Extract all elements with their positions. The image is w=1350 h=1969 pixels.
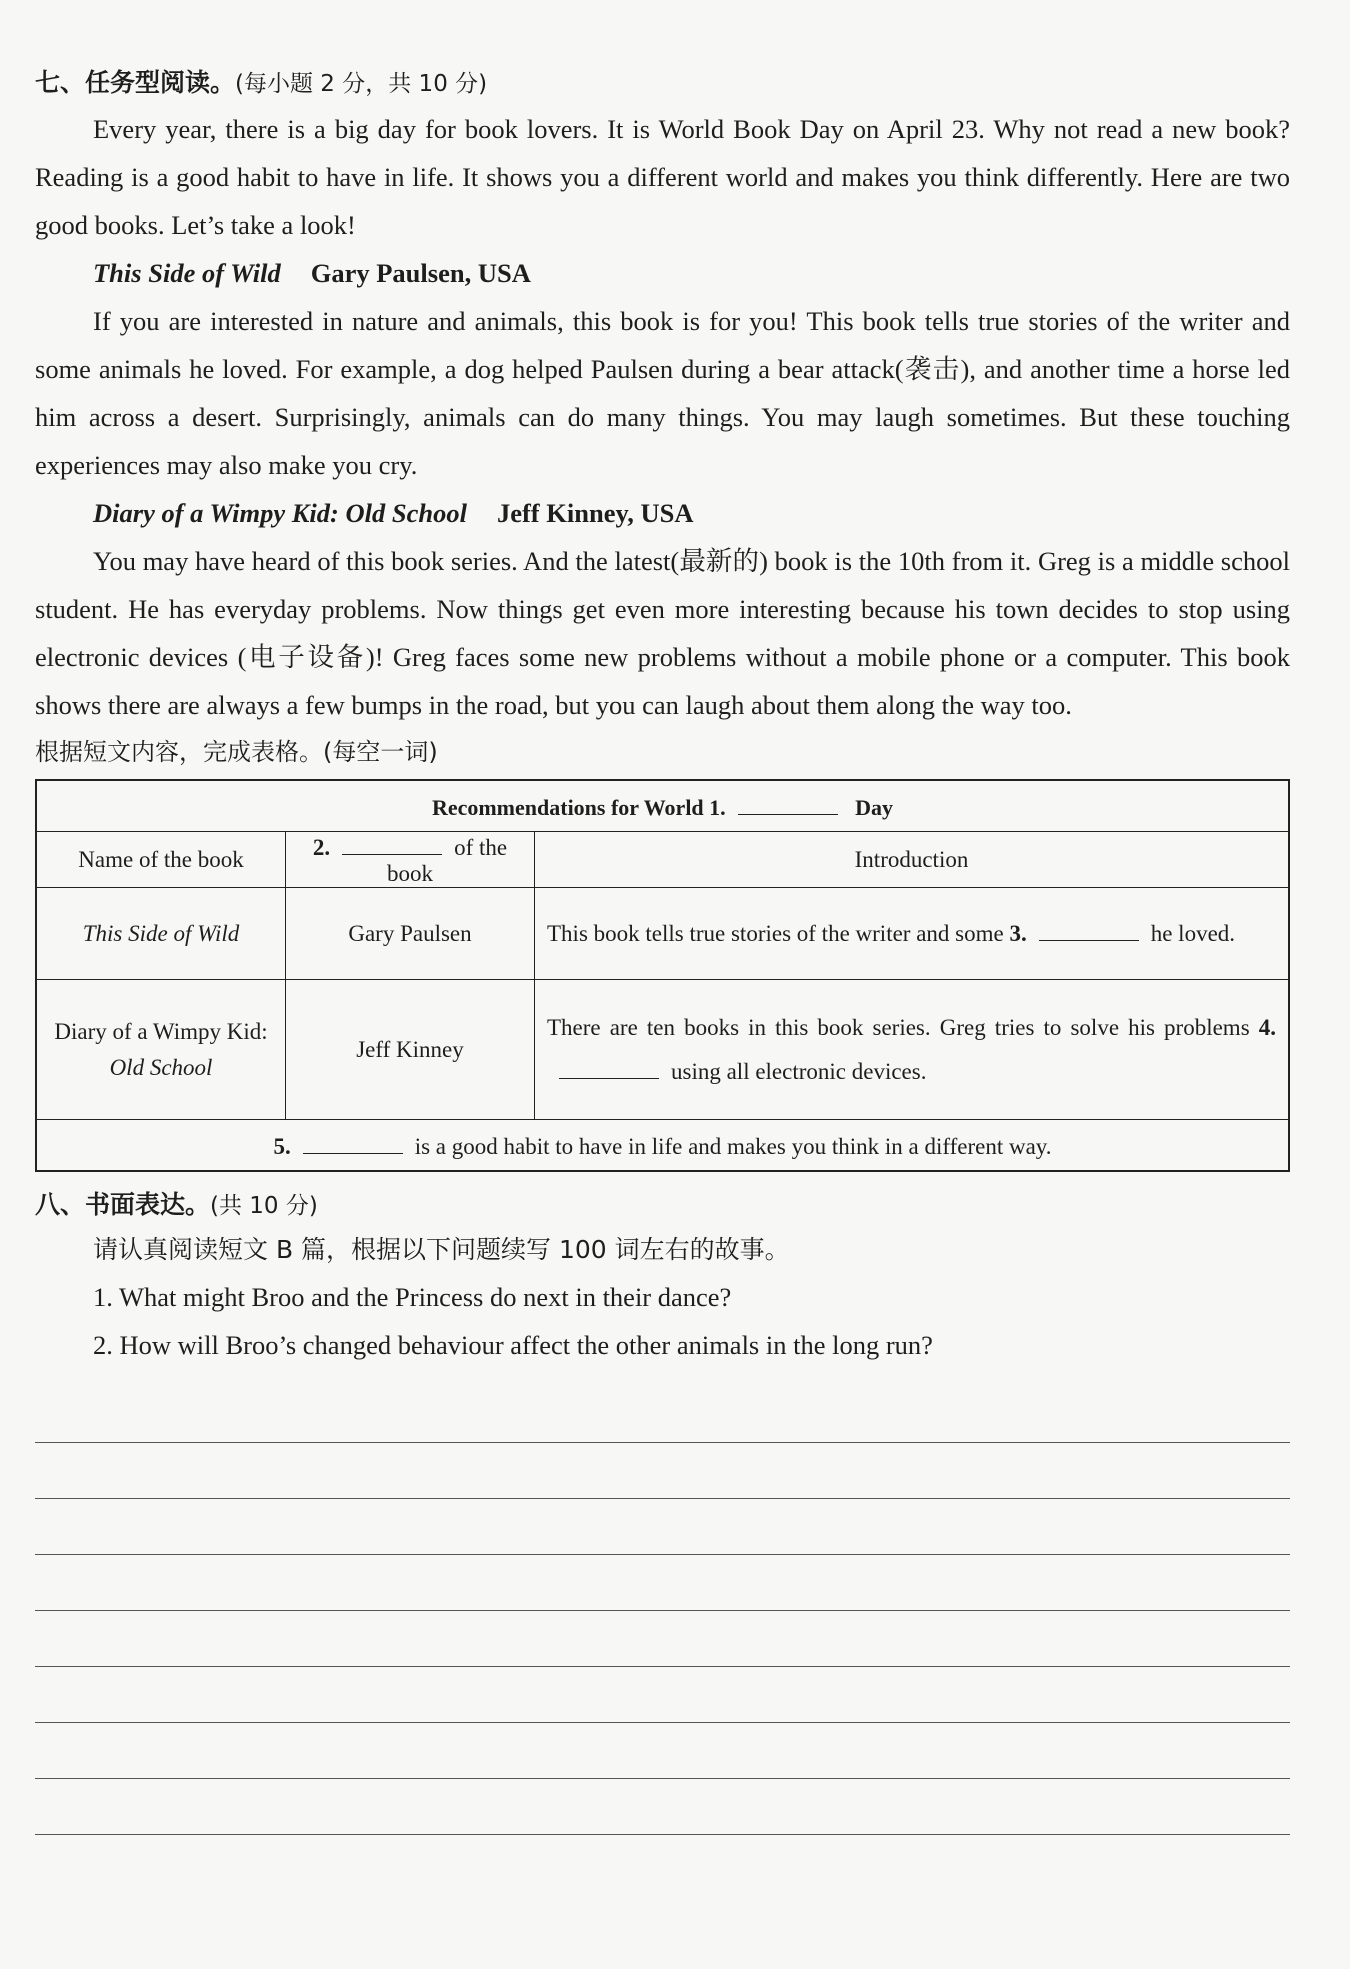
row1-intro-suffix: he loved. bbox=[1150, 920, 1236, 946]
writing-question-2: 2. How will Broo’s changed behaviour affect the other animals in the long run? bbox=[93, 1330, 933, 1360]
row1-intro bbox=[535, 888, 1290, 980]
row1-book-name: This Side of Wild bbox=[36, 888, 286, 980]
table-footer-text: is a good habit to have in life and makes you think in a different way. bbox=[414, 1133, 1052, 1159]
header-author-suffix: of the book bbox=[387, 835, 508, 886]
answer-blank-5[interactable] bbox=[303, 1131, 403, 1154]
blank-number-3: 3. bbox=[1009, 920, 1027, 946]
blank-number-2: 2. bbox=[312, 835, 331, 860]
blank-number-5: 5. bbox=[273, 1133, 291, 1159]
section8 bbox=[35, 1184, 1290, 1835]
book2-paragraph: You may have heard of this book series. And the latest(最新的) book is the 10th from it. Greg is a middle school student. He has everyday problems. Now things get even more interesting because his town decides to stop using electronic devices (电子设备)! Greg faces some new problems without a mobile phone or a computer. This book shows there are always a few bumps in the road, but you can laugh about them along the way too. bbox=[35, 546, 1290, 720]
writing-line[interactable] bbox=[35, 1387, 1290, 1443]
table-header-row bbox=[36, 832, 1289, 888]
table-title-suffix: Day bbox=[855, 794, 894, 820]
row2-intro-prefix: There are ten books in this book series. Greg tries to solve his problems bbox=[547, 1014, 1250, 1040]
writing-line[interactable] bbox=[35, 1779, 1290, 1835]
book2-title: Diary of a Wimpy Kid: Old School bbox=[93, 498, 467, 528]
section8-score: (共 10 分) bbox=[210, 1193, 318, 1219]
answer-blank-4[interactable] bbox=[559, 1056, 659, 1079]
answer-blank-1[interactable] bbox=[738, 792, 838, 815]
table-row bbox=[36, 980, 1289, 1120]
table-title-text: Recommendations for World bbox=[431, 794, 704, 820]
table-title-row bbox=[36, 780, 1289, 832]
book1-paragraph: If you are interested in nature and animals, this book is for you! This book tells true stories of the writer and some animals he loved. For example, a dog helped Paulsen during a bear attack(袭击), and another time a horse led him across a desert. Surprisingly, animals can do many things. You may laugh sometimes. But these touching experiences may also make you cry. bbox=[35, 306, 1290, 480]
book1-title-line bbox=[35, 249, 1290, 297]
book1-author: Gary Paulsen, USA bbox=[310, 258, 531, 288]
table-row bbox=[36, 888, 1289, 980]
header-author-cell bbox=[286, 832, 535, 888]
writing-line[interactable] bbox=[35, 1499, 1290, 1555]
blank-number-1: 1. bbox=[709, 794, 726, 820]
answer-blank-2[interactable] bbox=[342, 832, 442, 855]
section8-heading-text: 八、书面表达。 bbox=[35, 1190, 211, 1219]
writing-line[interactable] bbox=[35, 1723, 1290, 1779]
row2-book-name-line1: Diary of a Wimpy Kid: bbox=[54, 1018, 268, 1044]
row2-book-name bbox=[36, 980, 286, 1120]
writing-line[interactable] bbox=[35, 1667, 1290, 1723]
header-intro-cell: Introduction bbox=[535, 832, 1290, 888]
table-instruction: 根据短文内容，完成表格。(每空一词) bbox=[35, 738, 438, 766]
section7-heading-text: 七、任务型阅读。 bbox=[35, 68, 236, 97]
recommendation-table bbox=[35, 779, 1290, 1172]
book2-title-line bbox=[35, 489, 1290, 537]
row2-intro-suffix: using all electronic devices. bbox=[671, 1058, 927, 1084]
table-title-cell bbox=[36, 780, 1289, 832]
row1-author: Gary Paulsen bbox=[286, 888, 535, 980]
writing-line[interactable] bbox=[35, 1555, 1290, 1611]
row1-intro-prefix: This book tells true stories of the writer and some bbox=[547, 920, 1004, 946]
writing-area[interactable] bbox=[35, 1387, 1290, 1835]
writing-line[interactable] bbox=[35, 1443, 1290, 1499]
book1-title: This Side of Wild bbox=[93, 258, 281, 288]
section7-heading bbox=[35, 62, 1290, 105]
book2-author: Jeff Kinney, USA bbox=[496, 498, 694, 528]
table-footer-row bbox=[36, 1120, 1289, 1172]
row2-intro bbox=[535, 980, 1290, 1120]
header-name-cell: Name of the book bbox=[36, 832, 286, 888]
section7-score: (每小题 2 分，共 10 分) bbox=[235, 71, 488, 97]
intro-paragraph: Every year, there is a big day for book lovers. It is World Book Day on April 23. Why not read a new book? Reading is a good habit to have in life. It shows you a different world and makes you think differently. Here are two good books. Let’s take a look! bbox=[35, 114, 1290, 240]
writing-line[interactable] bbox=[35, 1611, 1290, 1667]
row2-book-name-line2: Old School bbox=[109, 1054, 213, 1080]
blank-number-4: 4. bbox=[1258, 1014, 1276, 1040]
row2-author: Jeff Kinney bbox=[286, 980, 535, 1120]
writing-instruction: 请认真阅读短文 B 篇，根据以下问题续写 100 词左右的故事。 bbox=[93, 1235, 790, 1264]
answer-blank-3[interactable] bbox=[1039, 918, 1139, 941]
writing-question-1: 1. What might Broo and the Princess do next in their dance? bbox=[93, 1282, 732, 1312]
section8-heading bbox=[35, 1184, 1290, 1227]
table-footer-cell bbox=[36, 1120, 1289, 1172]
